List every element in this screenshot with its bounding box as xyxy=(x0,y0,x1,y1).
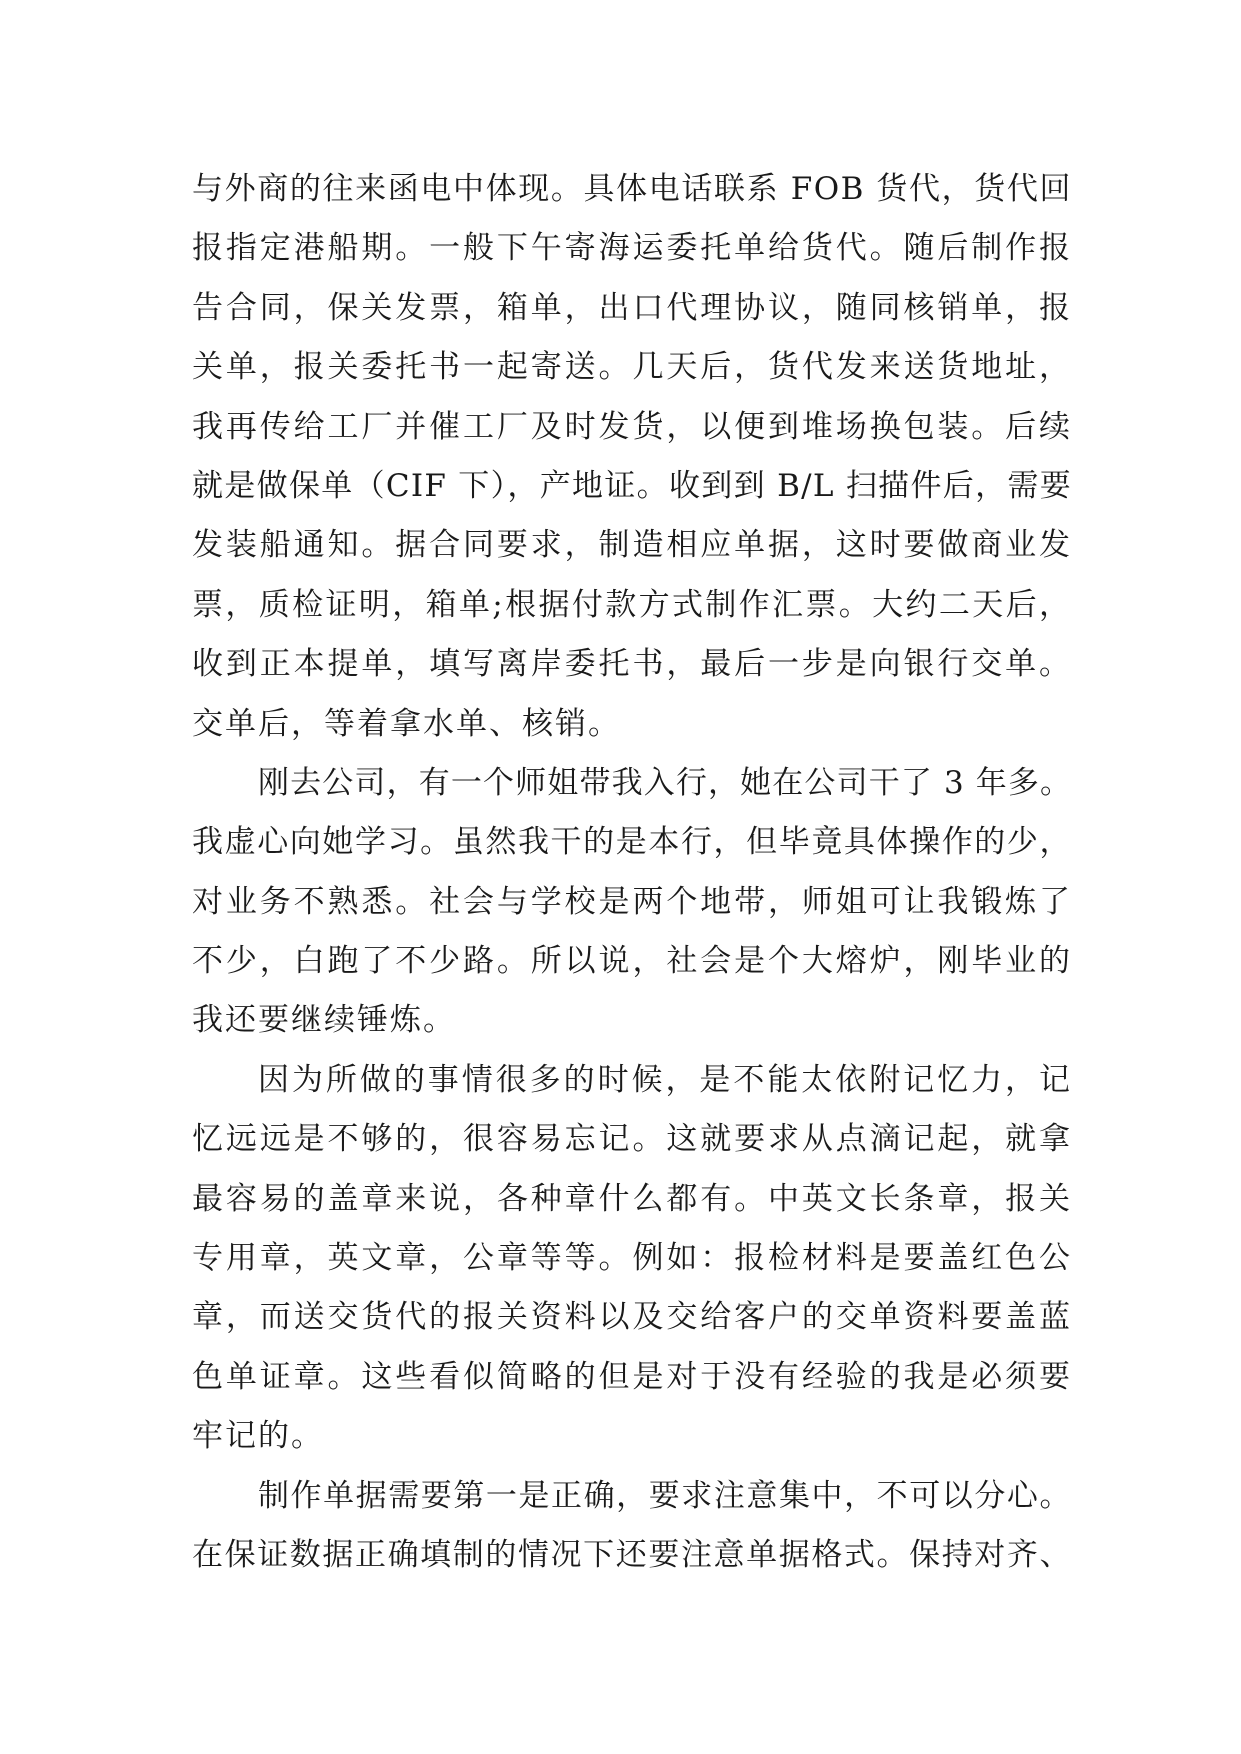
text-line: 就是做保单（CIF 下），产地证。收到到 B/L 扫描件后，需要 xyxy=(192,467,1072,504)
text-line: 牢记的。 xyxy=(192,1418,324,1455)
text-line: 与外商的往来函电中体现。具体电话联系 FOB 货代，货代回 xyxy=(192,171,1072,207)
text-line: 交单后，等着拿水单、核销。 xyxy=(192,705,621,742)
text-line: 制作单据需要第一是正确，要求注意集中，不可以分心。 xyxy=(258,1477,1072,1514)
text-line: 色单证章。这些看似简略的但是对于没有经验的我是必须要 xyxy=(192,1358,1072,1395)
text-line: 告合同，保关发票，箱单，出口代理协议，随同核销单，报 xyxy=(192,289,1072,326)
text-line: 发装船通知。据合同要求，制造相应单据，这时要做商业发 xyxy=(192,527,1072,564)
paragraph-1 xyxy=(192,160,1072,754)
paragraph-4 xyxy=(192,1467,1072,1586)
text-line: 不少，白跑了不少路。所以说，社会是个大熔炉，刚毕业的 xyxy=(192,943,1072,980)
text-line: 最容易的盖章来说，各种章什么都有。中英文长条章，报关 xyxy=(192,1180,1072,1217)
text-line: 因为所做的事情很多的时候，是不能太依附记忆力，记 xyxy=(258,1061,1072,1098)
text-line: 专用章，英文章，公章等等。例如：报检材料是要盖红色公 xyxy=(192,1240,1072,1277)
text-line: 章，而送交货代的报关资料以及交给客户的交单资料要盖蓝 xyxy=(192,1299,1072,1336)
text-line: 我虚心向她学习。虽然我干的是本行，但毕竟具体操作的少， xyxy=(192,824,1072,861)
text-line: 报指定港船期。一般下午寄海运委托单给货代。随后制作报 xyxy=(192,230,1072,267)
paragraph-2 xyxy=(192,754,1072,1051)
text-line: 忆远远是不够的，很容易忘记。这就要求从点滴记起，就拿 xyxy=(192,1121,1072,1158)
text-line: 关单，报关委托书一起寄送。几天后，货代发来送货地址， xyxy=(192,349,1072,386)
paragraph-3 xyxy=(192,1051,1072,1467)
text-line: 票，质检证明，箱单;根据付款方式制作汇票。大约二天后， xyxy=(192,586,1072,623)
text-line: 收到正本提单，填写离岸委托书，最后一步是向银行交单。 xyxy=(192,646,1072,683)
text-line: 我还要继续锤炼。 xyxy=(192,1002,456,1039)
text-line: 在保证数据正确填制的情况下还要注意单据格式。保持对齐、 xyxy=(192,1536,1072,1573)
document-body xyxy=(192,160,1072,1585)
text-line: 我再传给工厂并催工厂及时发货，以便到堆场换包装。后续 xyxy=(192,408,1072,445)
text-line: 对业务不熟悉。社会与学校是两个地带，师姐可让我锻炼了 xyxy=(192,883,1072,920)
text-line: 刚去公司，有一个师姐带我入行，她在公司干了 3 年多。 xyxy=(258,764,1072,801)
